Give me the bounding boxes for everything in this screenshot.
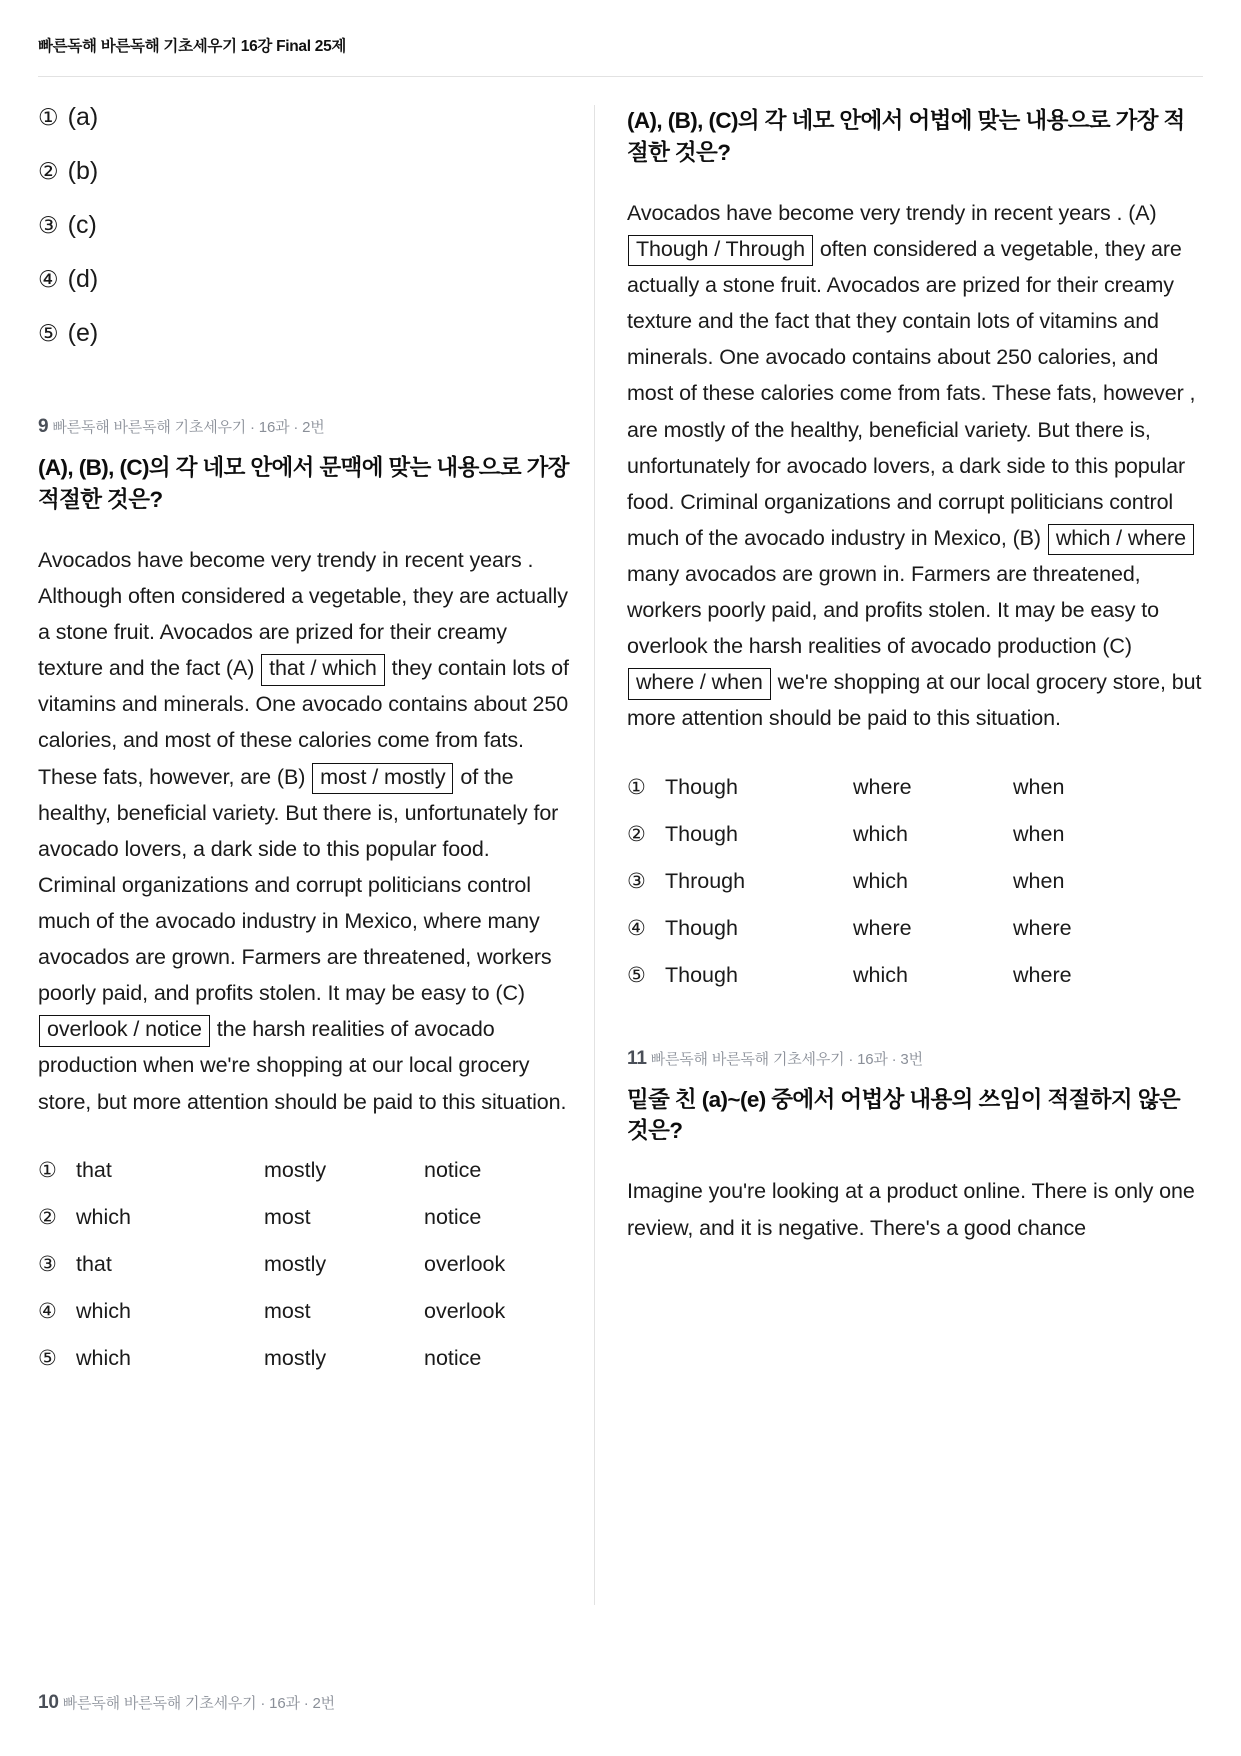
question-10-passage	[627, 195, 1203, 737]
question-source: 빠른독해 바른독해 기초세우기 · 16과 · 3번	[650, 1050, 923, 1068]
answer-col-a: that	[76, 1157, 112, 1182]
answer-col-c: where	[1013, 915, 1072, 940]
table-row[interactable]	[627, 775, 1203, 822]
list-item[interactable]	[38, 321, 572, 346]
answer-col-a: Though	[665, 821, 738, 846]
document-header-title: 빠른독해 바른독해 기초세우기 16강 Final 25제	[38, 38, 347, 55]
answer-col-c: notice	[424, 1157, 482, 1182]
question-11-meta	[627, 1048, 1203, 1070]
answer-col-b: mostly	[264, 1345, 327, 1370]
answer-col-b: mostly	[264, 1157, 327, 1182]
question-source: 빠른독해 바른독해 기초세우기 · 16과 · 2번	[52, 419, 325, 436]
question-9-answer-table	[38, 1158, 572, 1393]
question-9-passage	[38, 542, 572, 1120]
passage-segment: Avocados have become very trendy in recent years . (A)	[627, 200, 1157, 225]
table-row[interactable]	[627, 963, 1203, 1010]
document-footer	[38, 1692, 335, 1714]
list-item[interactable]	[38, 213, 572, 238]
answer-col-a: Through	[665, 868, 746, 893]
choice-number-icon: ④	[38, 1299, 57, 1323]
table-row[interactable]	[38, 1158, 572, 1205]
list-item[interactable]	[38, 267, 572, 292]
choice-number-icon: ③	[627, 869, 646, 893]
choice-number-icon: ④	[38, 266, 59, 292]
answer-col-a: that	[76, 1251, 112, 1276]
table-row[interactable]	[38, 1346, 572, 1393]
answer-col-b: which	[853, 821, 908, 846]
table-row[interactable]	[38, 1299, 572, 1346]
choice-label: (d)	[67, 265, 99, 293]
boxed-choice-a[interactable]: Though / Through	[628, 235, 813, 266]
choice-label: (b)	[67, 157, 99, 185]
boxed-choice-b[interactable]: which / where	[1048, 524, 1194, 555]
answer-col-a: which	[76, 1345, 131, 1370]
passage-segment: many avocados are grown in. Farmers are threatened, workers poorly paid, and profits stolen. It may be easy to overlook the harsh realities of avocado production (C)	[627, 561, 1159, 659]
passage-segment: we're shopping at our local grocery store, but more attention should be paid to this situation.	[627, 670, 1202, 731]
footer-question-number: 10	[38, 1692, 59, 1713]
answer-col-a: Though	[665, 774, 738, 799]
choice-number-icon: ③	[38, 1252, 57, 1276]
answer-col-b: most	[264, 1204, 311, 1229]
answer-col-b: where	[853, 774, 912, 799]
question-9-prompt: (A), (B), (C)의 각 네모 안에서 문맥에 맞는 내용으로 가장 적절한 것은?	[38, 455, 569, 512]
question-number: 9	[38, 416, 49, 437]
answer-col-a: which	[76, 1298, 131, 1323]
choice-number-icon: ③	[38, 212, 59, 238]
right-column	[595, 105, 1203, 1246]
question-10-prompt: (A), (B), (C)의 각 네모 안에서 어법에 맞는 내용으로 가장 적절한 것은?	[627, 108, 1185, 165]
question-number: 11	[627, 1047, 647, 1069]
choice-number-icon: ⑤	[38, 1346, 57, 1370]
table-row[interactable]	[627, 916, 1203, 963]
answer-col-a: Though	[665, 915, 738, 940]
answer-col-b: where	[853, 915, 912, 940]
choice-label: (e)	[67, 319, 99, 347]
passage-segment: they contain lots of vitamins and minerals. One avocado contains about 250 calories, and most of these calories come from fats. These fats, however, are (B)	[38, 656, 569, 789]
list-item[interactable]	[38, 105, 572, 130]
left-column	[38, 105, 594, 1393]
boxed-choice-c[interactable]: overlook / notice	[39, 1015, 210, 1046]
footer-source: 빠른독해 바른독해 기초세우기 · 16과 · 2번	[62, 1695, 335, 1712]
choice-label: (a)	[67, 103, 99, 131]
choice-label: (c)	[67, 211, 97, 239]
answer-col-c: when	[1013, 821, 1065, 846]
answer-col-a: Though	[665, 962, 738, 987]
answer-col-c: when	[1013, 774, 1065, 799]
choice-number-icon: ②	[627, 822, 646, 846]
answer-col-c: where	[1013, 962, 1072, 987]
question-11-prompt: 밑줄 친 (a)~(e) 중에서 어법상 내용의 쓰임이 적절하지 않은 것은?	[627, 1086, 1180, 1144]
section-spacer	[627, 1010, 1203, 1048]
answer-col-b: most	[264, 1298, 311, 1323]
two-column-layout	[38, 105, 1203, 1605]
answer-col-b: which	[853, 868, 908, 893]
boxed-choice-b[interactable]: most / mostly	[312, 763, 453, 794]
answer-col-b: which	[853, 962, 908, 987]
answer-col-c: when	[1013, 868, 1065, 893]
table-row[interactable]	[627, 822, 1203, 869]
choice-number-icon: ②	[38, 1205, 57, 1229]
carryover-choice-list	[38, 105, 572, 346]
choice-number-icon: ②	[38, 158, 59, 184]
table-row[interactable]	[627, 869, 1203, 916]
question-11-passage: Imagine you're looking at a product online. There is only one review, and it is negative. There's a good chance	[627, 1179, 1195, 1240]
answer-col-c: notice	[424, 1204, 482, 1229]
choice-number-icon: ④	[627, 916, 646, 940]
choice-number-icon: ⑤	[38, 320, 59, 346]
passage-segment: Avocados have become very trendy in recent years . Although often considered a vegetable, they are actually a stone fruit. Avocados are prized for their creamy texture and the fact (A)	[38, 547, 568, 681]
boxed-choice-c[interactable]: where / when	[628, 668, 771, 699]
passage-segment: often considered a vegetable, they are actually a stone fruit. Avocados are prized for their creamy texture and the fact that they contain lots of vitamins and minerals. One avocado contains about 250 calories, and most of these calories come from fats. These fats, however , are mostly of the healthy, beneficial variety. But there is, unfortunately for avocado lovers, a dark side to this popular food. Criminal organizations and corrupt politicians control much of the avocado industry in Mexico, (B)	[627, 236, 1196, 550]
header-divider	[38, 76, 1203, 77]
answer-col-b: mostly	[264, 1251, 327, 1276]
choice-number-icon: ①	[38, 104, 59, 130]
answer-col-c: overlook	[424, 1251, 506, 1276]
choice-number-icon: ①	[627, 775, 646, 799]
answer-col-c: notice	[424, 1345, 482, 1370]
answer-col-a: which	[76, 1204, 131, 1229]
boxed-choice-a[interactable]: that / which	[261, 654, 385, 685]
list-item[interactable]	[38, 159, 572, 184]
question-10-answer-table	[627, 775, 1203, 1010]
choice-number-icon: ⑤	[627, 963, 646, 987]
question-9-meta	[38, 416, 572, 438]
passage-segment: the harsh realities of avocado production when we're shopping at our local grocery store, but more attention should be paid to this situation.	[38, 1017, 567, 1114]
table-row[interactable]	[38, 1252, 572, 1299]
table-row[interactable]	[38, 1205, 572, 1252]
passage-segment: of the healthy, beneficial variety. But there is, unfortunately for avocado lovers, a dark side to this popular food. Criminal organizations and corrupt politicians control much of the avocado industry in Mexico, where many avocados are grown. Farmers are threatened, workers poorly paid, and profits stolen. It may be easy to (C)	[38, 764, 559, 1006]
answer-col-c: overlook	[424, 1298, 506, 1323]
choice-number-icon: ①	[38, 1158, 57, 1182]
